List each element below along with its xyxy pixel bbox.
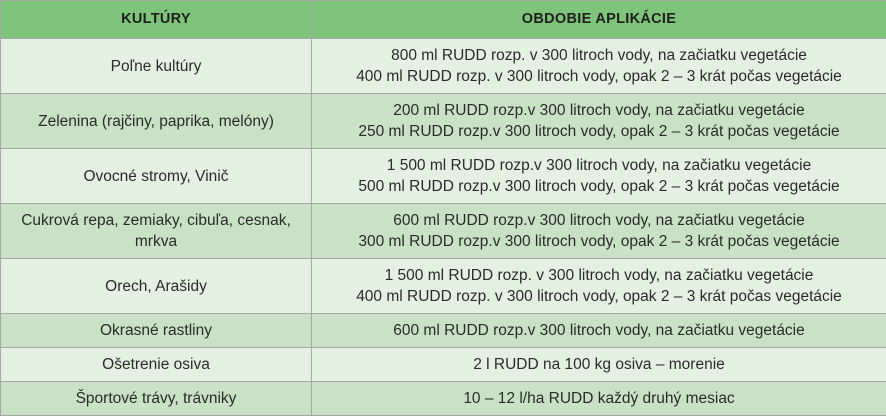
- crop-cell: Športové trávy, trávniky: [1, 382, 312, 416]
- period-line: 1 500 ml RUDD rozp. v 300 litroch vody, na začiatku vegetácie: [318, 265, 880, 286]
- period-line: 400 ml RUDD rozp. v 300 litroch vody, opak 2 – 3 krát počas vegetácie: [318, 66, 880, 87]
- period-cell: [312, 259, 886, 314]
- period-cell: [312, 94, 886, 149]
- table-row: [1, 259, 886, 314]
- period-line: 1 500 ml RUDD rozp.v 300 litroch vody, na začiatku vegetácie: [318, 155, 880, 176]
- crop-cell: Poľne kultúry: [1, 39, 312, 94]
- period-cell: [312, 204, 886, 259]
- period-cell: [312, 39, 886, 94]
- crop-cell: Ovocné stromy, Vinič: [1, 149, 312, 204]
- crop-cell: Cukrová repa, zemiaky, cibuľa, cesnak, mrkva: [1, 204, 312, 259]
- period-line: 600 ml RUDD rozp.v 300 litroch vody, na začiatku vegetácie: [318, 320, 880, 341]
- period-line: 400 ml RUDD rozp. v 300 litroch vody, opak 2 – 3 krát počas vegetácie: [318, 286, 880, 307]
- table-row: [1, 204, 886, 259]
- table-row: [1, 314, 886, 348]
- period-line: 2 l RUDD na 100 kg osiva – morenie: [318, 354, 880, 375]
- table-row: [1, 382, 886, 416]
- period-line: 800 ml RUDD rozp. v 300 litroch vody, na začiatku vegetácie: [318, 45, 880, 66]
- period-cell: [312, 314, 886, 348]
- period-cell: [312, 149, 886, 204]
- period-line: 600 ml RUDD rozp.v 300 litroch vody, na začiatku vegetácie: [318, 210, 880, 231]
- table-row: [1, 39, 886, 94]
- crop-cell: Okrasné rastliny: [1, 314, 312, 348]
- period-line: 500 ml RUDD rozp.v 300 litroch vody, opak 2 – 3 krát počas vegetácie: [318, 176, 880, 197]
- period-line: 300 ml RUDD rozp.v 300 litroch vody, opak 2 – 3 krát počas vegetácie: [318, 231, 880, 252]
- crop-cell: Ošetrenie osiva: [1, 348, 312, 382]
- table-row: [1, 149, 886, 204]
- table-row: [1, 94, 886, 149]
- crop-cell: Orech, Arašidy: [1, 259, 312, 314]
- header-crops: KULTÚRY: [1, 1, 312, 39]
- crop-cell: Zelenina (rajčiny, paprika, melóny): [1, 94, 312, 149]
- table-header-row: [1, 1, 886, 39]
- period-line: 200 ml RUDD rozp.v 300 litroch vody, na začiatku vegetácie: [318, 100, 880, 121]
- period-line: 250 ml RUDD rozp.v 300 litroch vody, opak 2 – 3 krát počas vegetácie: [318, 121, 880, 142]
- period-cell: [312, 348, 886, 382]
- table-row: [1, 348, 886, 382]
- period-cell: [312, 382, 886, 416]
- header-application-period: OBDOBIE APLIKÁCIE: [312, 1, 886, 39]
- period-line: 10 – 12 l/ha RUDD každý druhý mesiac: [318, 388, 880, 409]
